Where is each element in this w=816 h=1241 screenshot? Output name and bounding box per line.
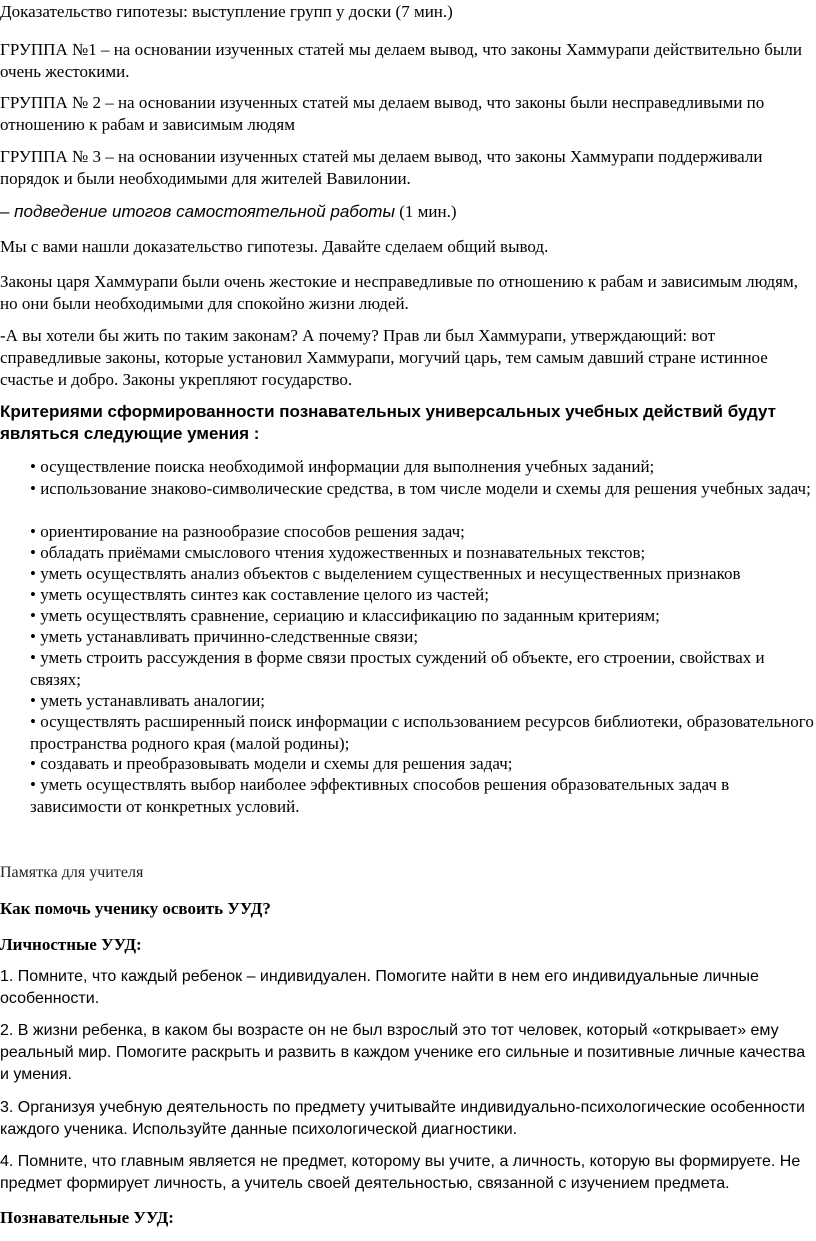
list-item: • уметь устанавливать аналогии; <box>30 691 266 710</box>
summary-duration: (1 мин.) <box>394 202 457 221</box>
personal-uud-heading: Личностные УУД: <box>0 935 142 954</box>
teacher-memo-label: Памятка для учителя <box>0 864 144 881</box>
how-to-help-heading: Как помочь ученику освоить УУД? <box>0 899 271 918</box>
criteria-heading: Критериями сформированности познавательных универсальных учебных действий будут являться следующие умения : <box>0 402 776 443</box>
paragraph-questions: -А вы хотели бы жить по таким законам? А почему? Прав ли был Хаммурапи, утверждающий: вот справедливые законы, которые установил Хаммурапи, могучий царь, тем самым давший стране истинное счастье и добро. Законы укрепляют государство. <box>0 326 768 389</box>
summary-italic-text: – подведение итогов самостоятельной работы <box>0 202 395 221</box>
paragraph-conclusion-intro: Мы с вами нашли доказательство гипотезы. Давайте сделаем общий вывод. <box>0 237 549 256</box>
paragraph-group-1: ГРУППА №1 – на основании изученных статей мы делаем вывод, что законы Хаммурапи действительно были очень жестокими. <box>0 40 802 81</box>
personal-item-3: 3. Организуя учебную деятельность по предмету учитывайте индивидуально-психологические особенности каждого ученика. Используйте данные психологической диагностики. <box>0 1099 805 1138</box>
personal-item-4: 4. Помните, что главным является не предмет, которому вы учите, а личность, которую вы формируете. Не предмет формирует личность, а учитель своей деятельностью, связанной с изучением предмета. <box>0 1153 801 1192</box>
list-item: • уметь строить рассуждения в форме связи простых суждений об объекте, его строении, свойствах и связях; <box>30 648 765 689</box>
personal-item-2: 2. В жизни ребенка, в каком бы возрасте он не был взрослый это тот человек, который «открывает» ему реальный мир. Помогите раскрыть и развить в каждом ученике его сильные и позитивные личные качества и умения. <box>0 1022 806 1083</box>
list-item: • уметь осуществлять выбор наиболее эффективных способов решения образовательных задач в зависимости от конкретных условий. <box>30 775 730 816</box>
list-item: • уметь осуществлять синтез как составление целого из частей; <box>30 585 489 604</box>
cognitive-uud-heading: Познавательные УУД: <box>0 1208 174 1227</box>
list-item: • обладать приёмами смыслового чтения художественных и познавательных текстов; <box>30 543 646 562</box>
paragraph-summary-heading <box>0 201 814 223</box>
list-item: • использование знаково-символические средства, в том числе модели и схемы для решения учебных задач; <box>30 479 811 498</box>
list-item: • ориентирование на разнообразие способов решения задач; <box>30 522 465 541</box>
list-item: • создавать и преобразовывать модели и схемы для решения задач; <box>30 754 513 773</box>
list-item: • осуществление поиска необходимой информации для выполнения учебных заданий; <box>30 457 655 476</box>
list-item: • уметь осуществлять сравнение, сериацию и классификацию по заданным критериям; <box>30 606 660 625</box>
paragraph-group-2: ГРУППА № 2 – на основании изученных статей мы делаем вывод, что законы были несправедливыми по отношению к рабам и зависимым людям <box>0 93 765 134</box>
paragraph-group-3: ГРУППА № 3 – на основании изученных статей мы делаем вывод, что законы Хаммурапи поддерживали порядок и были необходимыми для жителей Вавилонии. <box>0 147 763 188</box>
paragraph-conclusion: Законы царя Хаммурапи были очень жестокие и несправедливые по отношению к рабам и зависимым людям, но они были необходимыми для спокойно жизни людей. <box>0 272 798 313</box>
list-item: • осуществлять расширенный поиск информации с использованием ресурсов библиотеки, образовательного пространства родного края (малой родины); <box>30 712 814 753</box>
paragraph-hypothesis-proof: Доказательство гипотезы: выступление групп у доски (7 мин.) <box>0 2 453 21</box>
list-item: • уметь осуществлять анализ объектов с выделением существенных и несущественных признаков <box>30 564 741 583</box>
list-item: • уметь устанавливать причинно-следственные связи; <box>30 627 419 646</box>
personal-item-1: 1. Помните, что каждый ребенок – индивидуален. Помогите найти в нем его индивидуальные личные особенности. <box>0 968 759 1007</box>
